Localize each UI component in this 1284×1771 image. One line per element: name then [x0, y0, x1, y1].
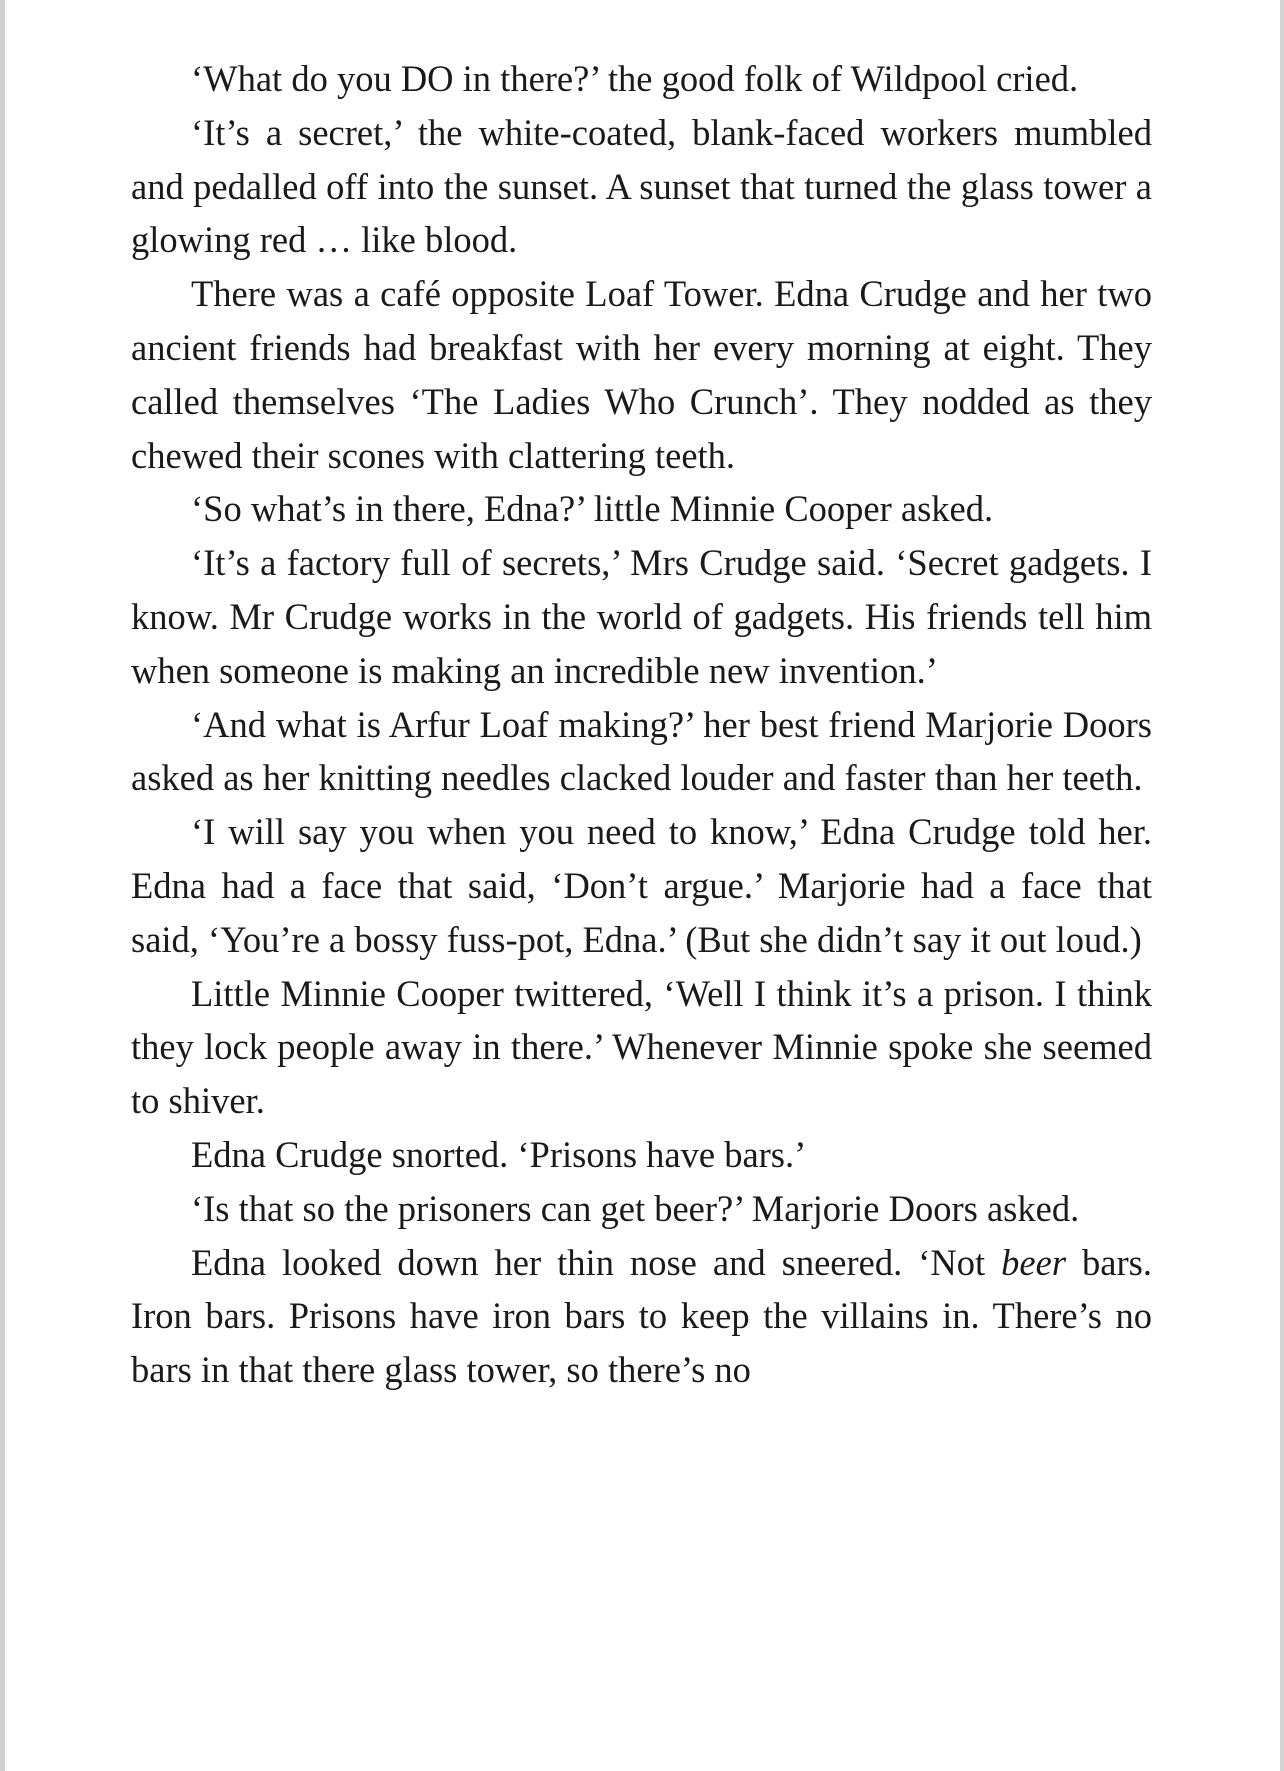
- paragraph-2: ‘It’s a secret,’ the white-coated, blank-faced workers mumbled and pedalled off into the sunset. A sunset that turned the glass tower a glowing red … like blood.: [131, 111, 1152, 261]
- paragraph-1: ‘What do you DO in there?’ the good folk of Wildpool cried.: [191, 58, 1079, 99]
- paragraph-11: [131, 1236, 1152, 1397]
- paragraph-6: ‘And what is Arfur Loaf making?’ her best friend Marjorie Doors asked as her knitting needles clacked louder and faster than her teeth.: [131, 703, 1152, 799]
- paragraph-3: There was a café opposite Loaf Tower. Edna Crudge and her two ancient friends had breakfast with her every morning at eight. They called themselves ‘The Ladies Who Crunch’. They nodded as they chewed their scones with clattering teeth.: [131, 273, 1152, 476]
- paragraph-8: Little Minnie Cooper twittered, ‘Well I think it’s a prison. I think they lock people away in there.’ Whenever Minnie spoke she seemed to shiver.: [131, 972, 1152, 1122]
- paragraph-9: Edna Crudge snorted. ‘Prisons have bars.’: [191, 1133, 807, 1175]
- page-edge-left: [0, 0, 5, 1771]
- paragraph-4: ‘So what’s in there, Edna?’ little Minnie Cooper asked.: [191, 488, 994, 530]
- paragraph-10: ‘Is that so the prisoners can get beer?’ Marjorie Doors asked.: [191, 1187, 1080, 1229]
- paragraph-7: ‘I will say you when you need to know,’ Edna Crudge told her. Edna had a face that said, ‘Don’t argue.’ Marjorie had a face that said, ‘You’re a bossy fuss-pot, Edna.’ (But she didn’t say it out loud.): [131, 811, 1152, 960]
- paragraph-11-end: bars. Iron bars. Prisons have iron bars to keep the villains in. There’s no bars in that there glass tower, so there’s no: [131, 1241, 1152, 1391]
- book-page-text: [131, 52, 1152, 1397]
- page-edge-right: [1280, 0, 1284, 1771]
- paragraph-5: ‘It’s a factory full of secrets,’ Mrs Crudge said. ‘Secret gadgets. I know. Mr Crudge works in the world of gadgets. His friends tell him when someone is making an incredible new invention.’: [131, 542, 1152, 691]
- paragraph-11-start: Edna looked down her thin nose and sneered. ‘Not: [191, 1241, 1002, 1283]
- paragraph-11-italic-word: beer: [1001, 1241, 1067, 1283]
